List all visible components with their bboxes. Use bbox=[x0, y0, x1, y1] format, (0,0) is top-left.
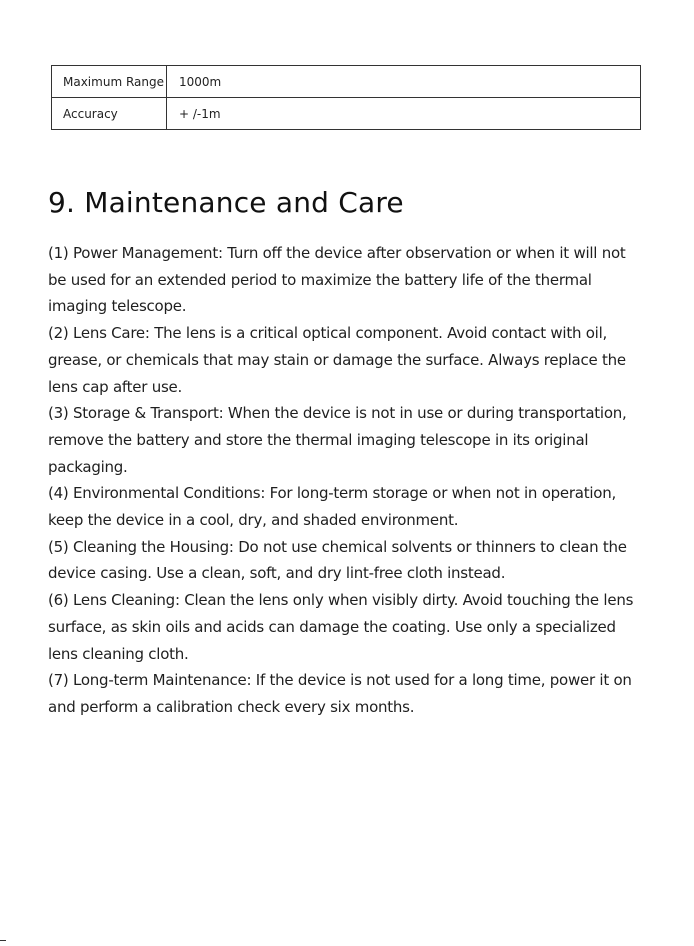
table-row bbox=[52, 66, 641, 98]
paragraph-lens-cleaning: (6) Lens Cleaning: Clean the lens only when visibly dirty. Avoid touching the lens surface, as skin oils and acids can damage the coating. Use only a specialized lens cleaning cloth. bbox=[48, 591, 634, 663]
spec-label-maximum-range: Maximum Range bbox=[52, 66, 167, 98]
specifications-table bbox=[51, 65, 641, 130]
maintenance-instructions bbox=[48, 240, 648, 721]
spec-value-maximum-range: 1000m bbox=[167, 66, 641, 98]
paragraph-lens-care: (2) Lens Care: The lens is a critical optical component. Avoid contact with oil, grease, or chemicals that may stain or damage the surface. Always replace the lens cap after use. bbox=[48, 324, 626, 396]
paragraph-storage-transport: (3) Storage & Transport: When the device is not in use or during transportation, remove the battery and store the thermal imaging telescope in its original packaging. bbox=[48, 404, 627, 476]
paragraph-long-term-maintenance: (7) Long-term Maintenance: If the device is not used for a long time, power it on and perform a calibration check every six months. bbox=[48, 671, 632, 716]
section-title: 9. Maintenance and Care bbox=[48, 186, 404, 219]
paragraph-cleaning-housing: (5) Cleaning the Housing: Do not use chemical solvents or thinners to clean the device casing. Use a clean, soft, and dry lint-free cloth instead. bbox=[48, 537, 627, 583]
page-edge-mark bbox=[0, 940, 6, 941]
paragraph-environmental-conditions: (4) Environmental Conditions: For long-term storage or when not in operation, keep the device in a cool, dry, and shaded environment. bbox=[48, 484, 616, 530]
table-row bbox=[52, 98, 641, 130]
paragraph-power-management: (1) Power Management: Turn off the device after observation or when it will not be used for an extended period to maximize the battery life of the thermal imaging telescope. bbox=[48, 244, 626, 316]
spec-label-accuracy: Accuracy bbox=[52, 98, 167, 130]
spec-value-accuracy: + /-1m bbox=[167, 98, 641, 130]
